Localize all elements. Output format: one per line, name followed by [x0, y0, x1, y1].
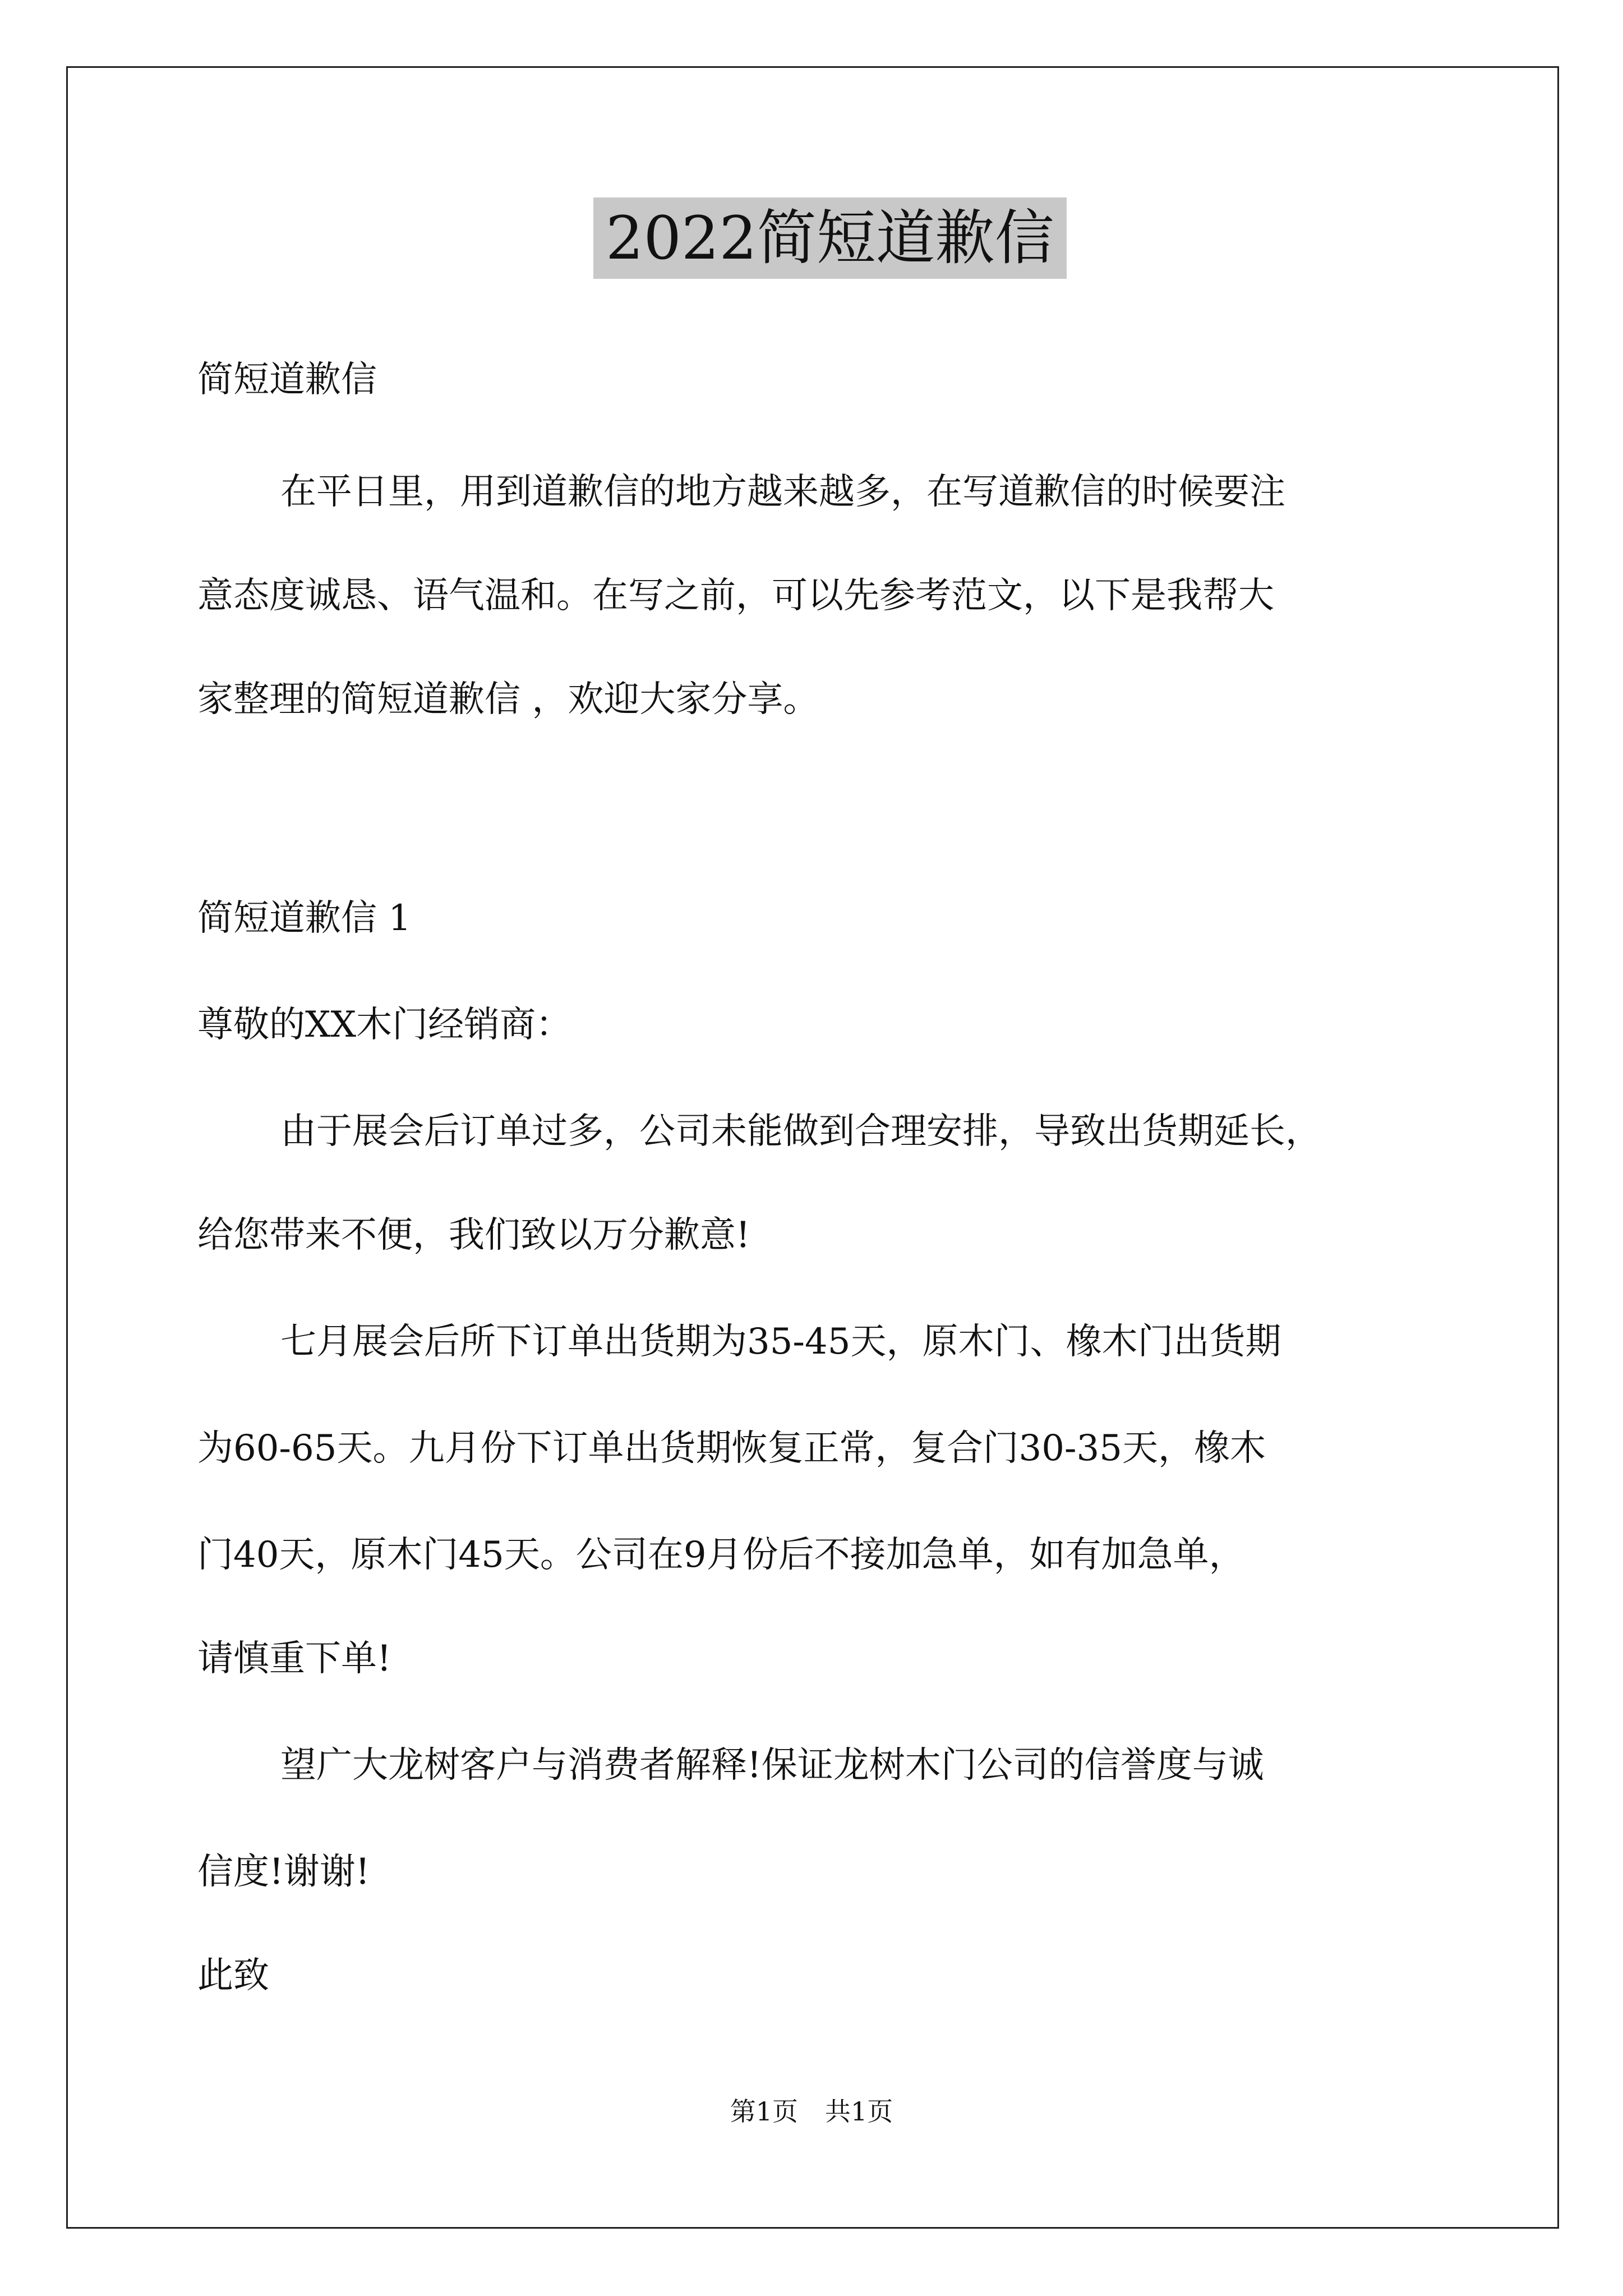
page-footer — [0, 2091, 1623, 2128]
salutation: 尊敬的XX木门经销商： — [197, 1004, 572, 1046]
section-heading: 简短道歉信 1 — [197, 898, 412, 939]
paragraph-1-line-2: 给您带来不便，我们致以万分歉意! — [197, 1214, 750, 1256]
paragraph-3-line-2: 信度!谢谢! — [197, 1851, 370, 1893]
intro-line-3: 家整理的简短道歉信 ，欢迎大家分享。 — [197, 679, 819, 720]
intro-line-1: 在平日里，用到道歉信的地方越来越多，在写道歉信的时候要注 — [280, 471, 1285, 513]
intro-line-2: 意态度诚恳、语气温和。在写之前，可以先参考范文，以下是我帮大 — [197, 575, 1274, 616]
page-current: 第1页 — [730, 2096, 798, 2127]
closing: 此致 — [197, 1955, 269, 1996]
document-title: 2022简短道歉信 — [593, 197, 1067, 279]
paragraph-1-line-1: 由于展会后订单过多，公司未能做到合理安排，导致出货期延长， — [280, 1111, 1321, 1152]
paragraph-2-line-3: 门40天，原木门45天。公司在9月份后不接加急单，如有加急单， — [197, 1534, 1245, 1576]
main-heading: 简短道歉信 — [197, 359, 377, 401]
paragraph-2-line-2: 为60-65天。九月份下订单出货期恢复正常，复合门30-35天，橡木 — [197, 1428, 1266, 1469]
paragraph-2-line-4: 请慎重下单! — [197, 1638, 391, 1680]
paragraph-2-line-1: 七月展会后所下订单出货期为35-45天，原木门、橡木门出货期 — [280, 1321, 1281, 1363]
page-total: 共1页 — [825, 2096, 893, 2127]
paragraph-3-line-1: 望广大龙树客户与消费者解释!保证龙树木门公司的信誉度与诚 — [280, 1745, 1264, 1786]
